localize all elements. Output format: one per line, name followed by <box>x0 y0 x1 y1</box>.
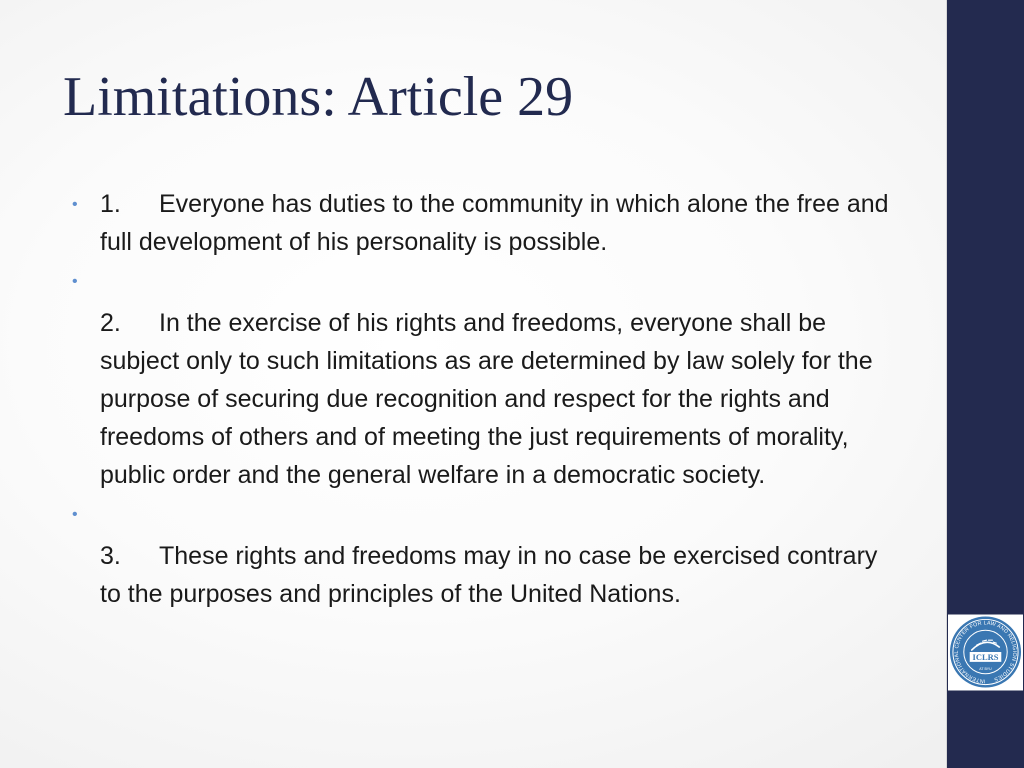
item-number: 2. <box>100 309 121 337</box>
article-list <box>70 185 900 613</box>
item-number: 1. <box>100 190 121 218</box>
slide-title: Limitations: Article 29 <box>63 66 574 128</box>
item-text: These rights and freedoms may in no case be exercised contrary to the purposes and principles of the United Nations. <box>100 542 878 608</box>
list-item <box>70 537 900 613</box>
item-text: In the exercise of his rights and freedoms, everyone shall be subject only to such limitations as are determined by law solely for the purpose of securing due recognition and respect for the rights and freedoms of others and of meeting the just requirements of morality, public order and the general welfare in a democratic society. <box>100 309 873 489</box>
seal-acronym: ICLRS <box>972 652 999 663</box>
seal-ring-text: INTERNATIONAL CENTER FOR LAW AND RELIGION STUDIES <box>953 620 1018 684</box>
seal-subtext: AT BYU <box>979 666 992 671</box>
bullet-icon: • <box>72 273 78 290</box>
empty-list-item <box>70 494 900 537</box>
list-item <box>70 185 900 261</box>
iclrs-seal-logo <box>948 614 1023 691</box>
bullet-icon: • <box>72 506 78 523</box>
item-text: Everyone has duties to the community in which alone the free and full development of his personality is possible. <box>100 190 889 256</box>
empty-list-item <box>70 261 900 304</box>
item-number: 3. <box>100 542 121 570</box>
bullet-icon: • <box>72 196 78 213</box>
list-item <box>70 304 900 494</box>
